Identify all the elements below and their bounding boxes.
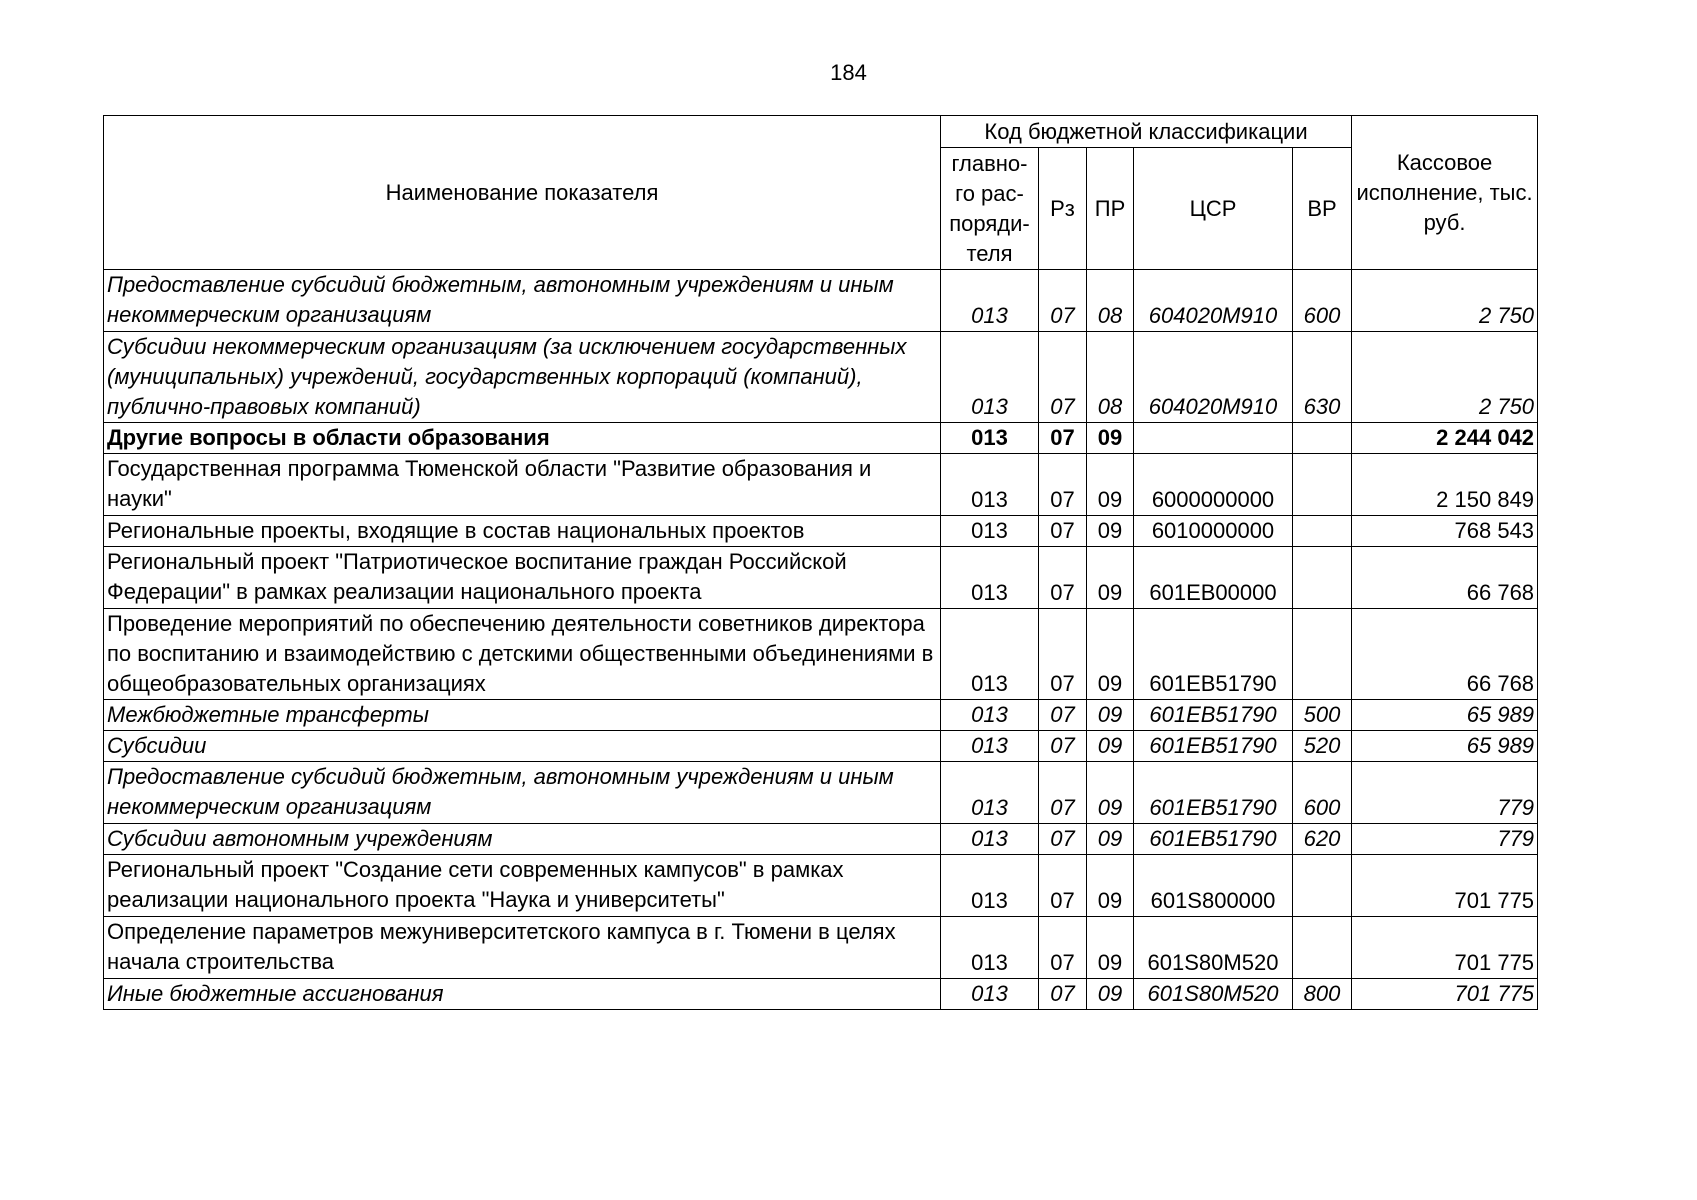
row-rz: 07 [1039,824,1087,855]
row-vr [1293,855,1352,917]
table-row [104,979,1538,1010]
row-csr: 601EB51790 [1134,731,1293,762]
header-vr: ВР [1293,148,1352,270]
table-row [104,332,1538,423]
row-grbs: 013 [941,700,1039,731]
row-name: Субсидии некоммерческим организациям (за исключением государственных (муниципальных) учреждений, государственных корпораций (компаний), публично-правовых компаний) [104,332,941,423]
row-csr: 601EB51790 [1134,700,1293,731]
row-pr: 09 [1087,731,1134,762]
row-amount: 65 989 [1352,700,1538,731]
row-csr: 601EB51790 [1134,762,1293,824]
row-vr: 600 [1293,270,1352,332]
row-amount: 2 150 849 [1352,454,1538,516]
table-body [104,270,1538,1010]
row-grbs: 013 [941,609,1039,700]
row-vr [1293,454,1352,516]
table-row [104,824,1538,855]
row-grbs: 013 [941,917,1039,979]
row-vr [1293,917,1352,979]
row-csr: 6000000000 [1134,454,1293,516]
row-rz: 07 [1039,762,1087,824]
row-vr: 520 [1293,731,1352,762]
budget-table [103,115,1538,1010]
row-pr: 09 [1087,454,1134,516]
row-pr: 09 [1087,423,1134,454]
table-row [104,917,1538,979]
table-row [104,547,1538,609]
table-row [104,516,1538,547]
row-pr: 08 [1087,270,1134,332]
row-grbs: 013 [941,423,1039,454]
row-grbs: 013 [941,762,1039,824]
row-rz: 07 [1039,454,1087,516]
row-vr: 620 [1293,824,1352,855]
row-vr [1293,516,1352,547]
row-rz: 07 [1039,731,1087,762]
row-vr: 630 [1293,332,1352,423]
row-name: Определение параметров межуниверситетского кампуса в г. Тюмени в целях начала строительства [104,917,941,979]
row-pr: 09 [1087,979,1134,1010]
row-grbs: 013 [941,454,1039,516]
row-csr [1134,423,1293,454]
header-rz: Рз [1039,148,1087,270]
row-csr: 601S80M520 [1134,917,1293,979]
row-grbs: 013 [941,547,1039,609]
row-csr: 601EB00000 [1134,547,1293,609]
row-amount: 2 244 042 [1352,423,1538,454]
row-amount: 779 [1352,762,1538,824]
row-csr: 601S80M520 [1134,979,1293,1010]
row-rz: 07 [1039,547,1087,609]
header-csr: ЦСР [1134,148,1293,270]
row-amount: 66 768 [1352,609,1538,700]
row-rz: 07 [1039,332,1087,423]
row-name: Межбюджетные трансферты [104,700,941,731]
row-csr: 6010000000 [1134,516,1293,547]
row-pr: 09 [1087,609,1134,700]
table-row [104,423,1538,454]
row-grbs: 013 [941,516,1039,547]
row-name: Государственная программа Тюменской области "Развитие образования и науки" [104,454,941,516]
row-pr: 09 [1087,547,1134,609]
row-name: Предоставление субсидий бюджетным, автономным учреждениям и иным некоммерческим организациям [104,762,941,824]
table-row [104,855,1538,917]
header-code-group: Код бюджетной классификации [941,116,1352,148]
table-row [104,762,1538,824]
table-row [104,609,1538,700]
row-name: Региональный проект "Патриотическое воспитание граждан Российской Федерации" в рамках реализации национального проекта [104,547,941,609]
row-csr: 601EB51790 [1134,609,1293,700]
row-grbs: 013 [941,824,1039,855]
row-rz: 07 [1039,516,1087,547]
row-amount: 2 750 [1352,270,1538,332]
row-rz: 07 [1039,423,1087,454]
row-pr: 09 [1087,917,1134,979]
row-amount: 779 [1352,824,1538,855]
row-vr: 800 [1293,979,1352,1010]
header-amount: Кассовое исполнение, тыс. руб. [1352,116,1538,270]
row-vr: 500 [1293,700,1352,731]
row-name: Проведение мероприятий по обеспечению деятельности советников директора по воспитанию и взаимодействию с детскими общественными объединениями в общеобразовательных организациях [104,609,941,700]
row-pr: 09 [1087,855,1134,917]
row-amount: 768 543 [1352,516,1538,547]
row-amount: 701 775 [1352,917,1538,979]
row-pr: 09 [1087,762,1134,824]
row-amount: 66 768 [1352,547,1538,609]
row-name: Иные бюджетные ассигнования [104,979,941,1010]
row-amount: 2 750 [1352,332,1538,423]
row-grbs: 013 [941,332,1039,423]
row-name: Субсидии автономным учреждениям [104,824,941,855]
row-rz: 07 [1039,917,1087,979]
row-grbs: 013 [941,979,1039,1010]
table-row [104,270,1538,332]
page-number: 184 [830,60,867,85]
row-amount: 65 989 [1352,731,1538,762]
row-pr: 08 [1087,332,1134,423]
table-row [104,731,1538,762]
row-name: Региональный проект "Создание сети современных кампусов" в рамках реализации национального проекта "Наука и университеты" [104,855,941,917]
table-row [104,700,1538,731]
header-pr: ПР [1087,148,1134,270]
row-rz: 07 [1039,270,1087,332]
row-pr: 09 [1087,824,1134,855]
header-name: Наименование показателя [104,116,941,270]
row-pr: 09 [1087,516,1134,547]
row-pr: 09 [1087,700,1134,731]
row-name: Региональные проекты, входящие в состав национальных проектов [104,516,941,547]
row-amount: 701 775 [1352,979,1538,1010]
row-rz: 07 [1039,609,1087,700]
row-vr [1293,423,1352,454]
row-rz: 07 [1039,855,1087,917]
row-csr: 601EB51790 [1134,824,1293,855]
row-rz: 07 [1039,700,1087,731]
row-vr [1293,609,1352,700]
row-grbs: 013 [941,731,1039,762]
row-grbs: 013 [941,855,1039,917]
row-csr: 604020М910 [1134,270,1293,332]
row-name: Другие вопросы в области образования [104,423,941,454]
row-vr: 600 [1293,762,1352,824]
header-grbs: главно-го рас-поряди-теля [941,148,1039,270]
row-amount: 701 775 [1352,855,1538,917]
row-grbs: 013 [941,270,1039,332]
row-name: Субсидии [104,731,941,762]
row-csr: 601S800000 [1134,855,1293,917]
table-header-row [104,116,1538,148]
table-row [104,454,1538,516]
row-vr [1293,547,1352,609]
row-csr: 604020М910 [1134,332,1293,423]
row-name: Предоставление субсидий бюджетным, автономным учреждениям и иным некоммерческим организациям [104,270,941,332]
row-rz: 07 [1039,979,1087,1010]
